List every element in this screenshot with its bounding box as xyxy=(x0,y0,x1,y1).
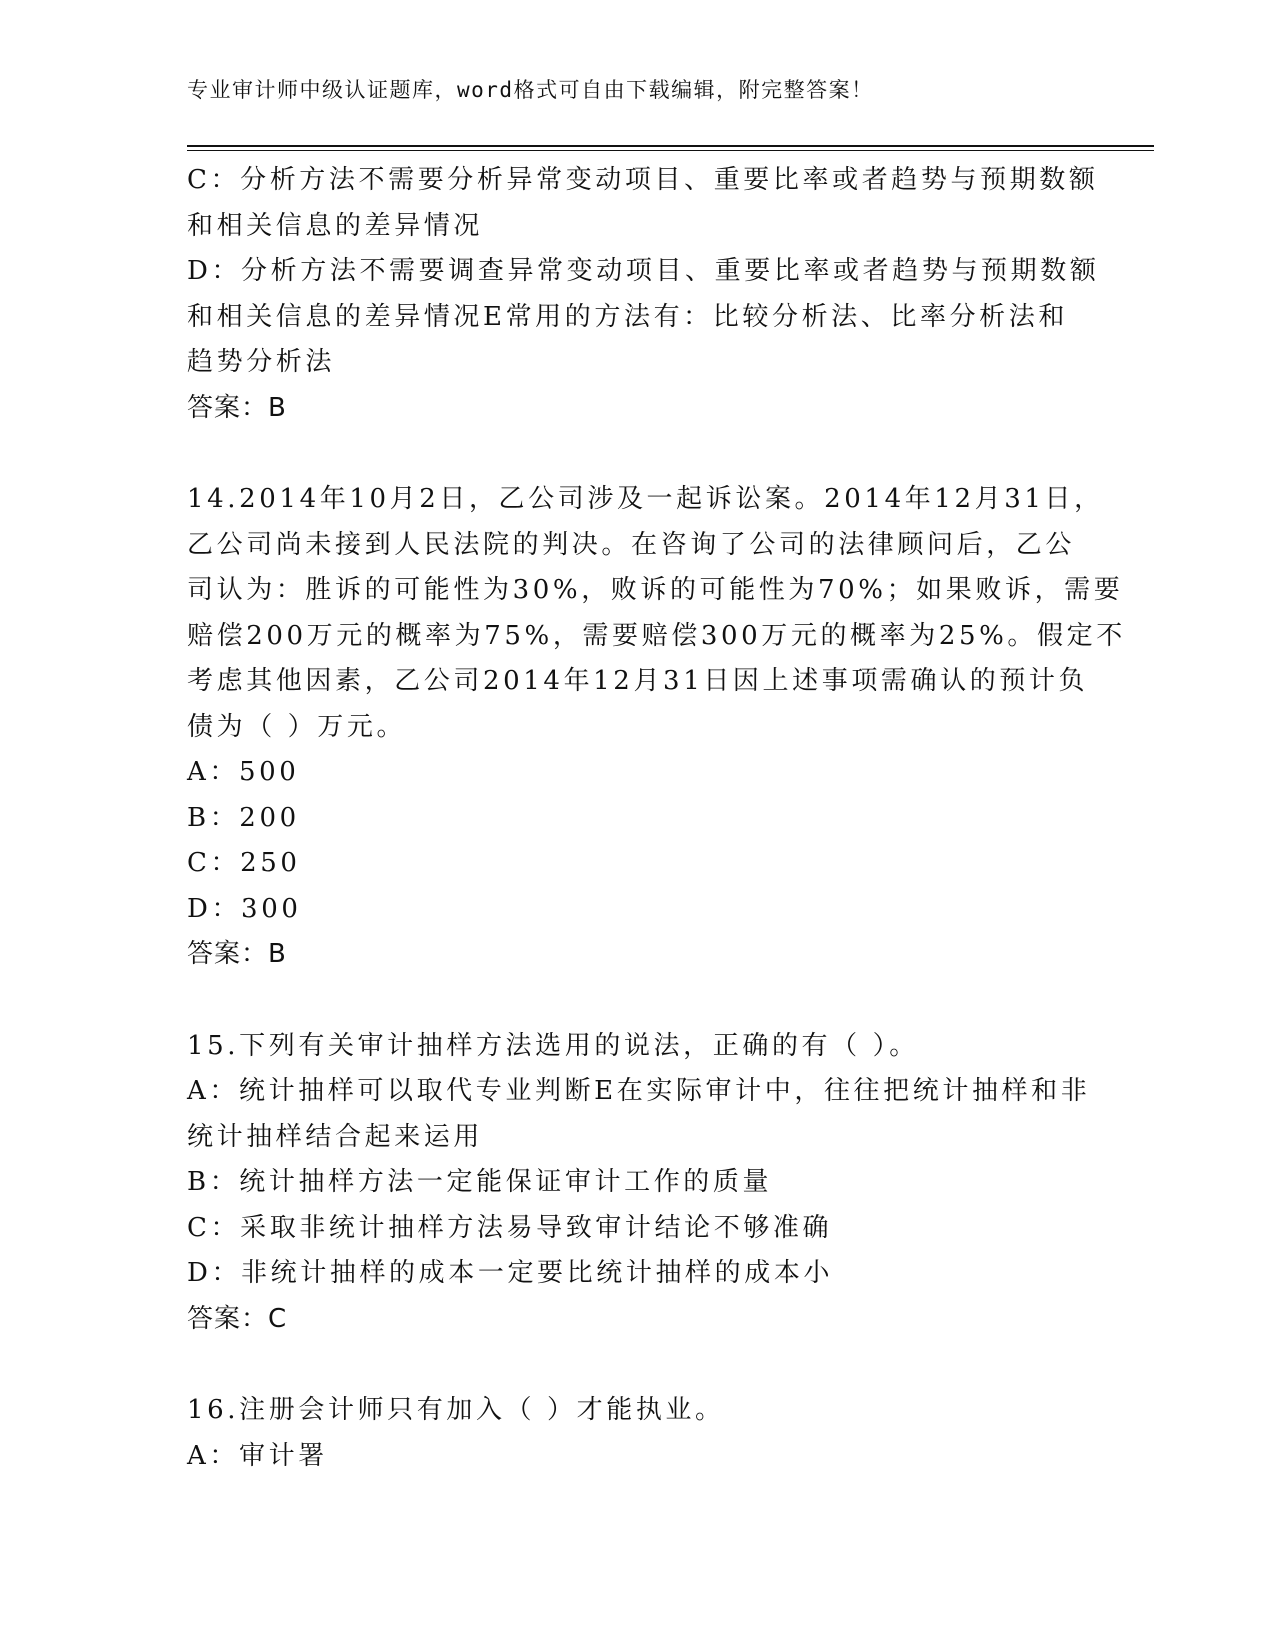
question-stem-cont: 债为（ ）万元。 xyxy=(187,711,407,742)
header-rule-thin xyxy=(187,150,1154,151)
question-13-tail xyxy=(187,158,1100,431)
question-stem: 16.注册会计师只有加入（ ）才能执业。 xyxy=(187,1395,725,1425)
question-16 xyxy=(187,1388,1087,1479)
question-15 xyxy=(187,1024,1091,1343)
page-header: 专业审计师中级认证题库，word格式可自由下载编辑，附完整答案！ xyxy=(187,78,874,102)
option-c: C：分析方法不需要分析异常变动项目、重要比率或者趋势与预期数额 xyxy=(187,165,1099,195)
option-b: B：统计抽样方法一定能保证审计工作的质量 xyxy=(187,1167,773,1197)
option-a-cont: 统计抽样结合起来运用 xyxy=(187,1121,484,1152)
option-d-cont: 趋势分析法 xyxy=(187,347,336,377)
answer: 答案：C xyxy=(187,1303,288,1334)
question-14 xyxy=(187,477,1126,978)
option-a: A：审计署 xyxy=(187,1440,328,1471)
header-rule-thick xyxy=(187,145,1154,147)
option-c-cont: 和相关信息的差异情况 xyxy=(187,210,484,241)
option-d: D：非统计抽样的成本一定要比统计抽样的成本小 xyxy=(187,1258,834,1288)
option-c: C：250 xyxy=(187,848,301,878)
option-d-cont: 和相关信息的差异情况E常用的方法有：比较分析法、比率分析法和 xyxy=(187,301,1068,332)
answer: 答案：B xyxy=(187,392,287,423)
question-stem-cont: 乙公司尚未接到人民法院的判决。在咨询了公司的法律顾问后，乙公 xyxy=(187,529,1076,560)
option-c: C：采取非统计抽样方法易导致审计结论不够准确 xyxy=(187,1212,833,1243)
question-content xyxy=(187,158,1126,1479)
question-stem-cont: 考虑其他因素，乙公司2014年12月31日因上述事项需确认的预计负 xyxy=(187,666,1089,696)
option-d: D：300 xyxy=(187,893,302,924)
question-stem: 15.下列有关审计抽样方法选用的说法，正确的有（ ）。 xyxy=(187,1030,919,1061)
question-stem-cont: 司认为：胜诉的可能性为30%，败诉的可能性为70%；如果败诉，需要 xyxy=(187,575,1124,605)
option-b: B：200 xyxy=(187,802,300,833)
answer: 答案：B xyxy=(187,939,287,969)
option-a: A：统计抽样可以取代专业判断E在实际审计中，往往把统计抽样和非 xyxy=(187,1076,1091,1106)
question-stem: 14.2014年10月2日，乙公司涉及一起诉讼案。2014年12月31日， xyxy=(187,484,1104,514)
option-a: A：500 xyxy=(187,757,300,787)
question-stem-cont: 赔偿200万元的概率为75%，需要赔偿300万元的概率为25%。假定不 xyxy=(187,620,1126,651)
option-d: D：分析方法不需要调查异常变动项目、重要比率或者趋势与预期数额 xyxy=(187,256,1100,286)
